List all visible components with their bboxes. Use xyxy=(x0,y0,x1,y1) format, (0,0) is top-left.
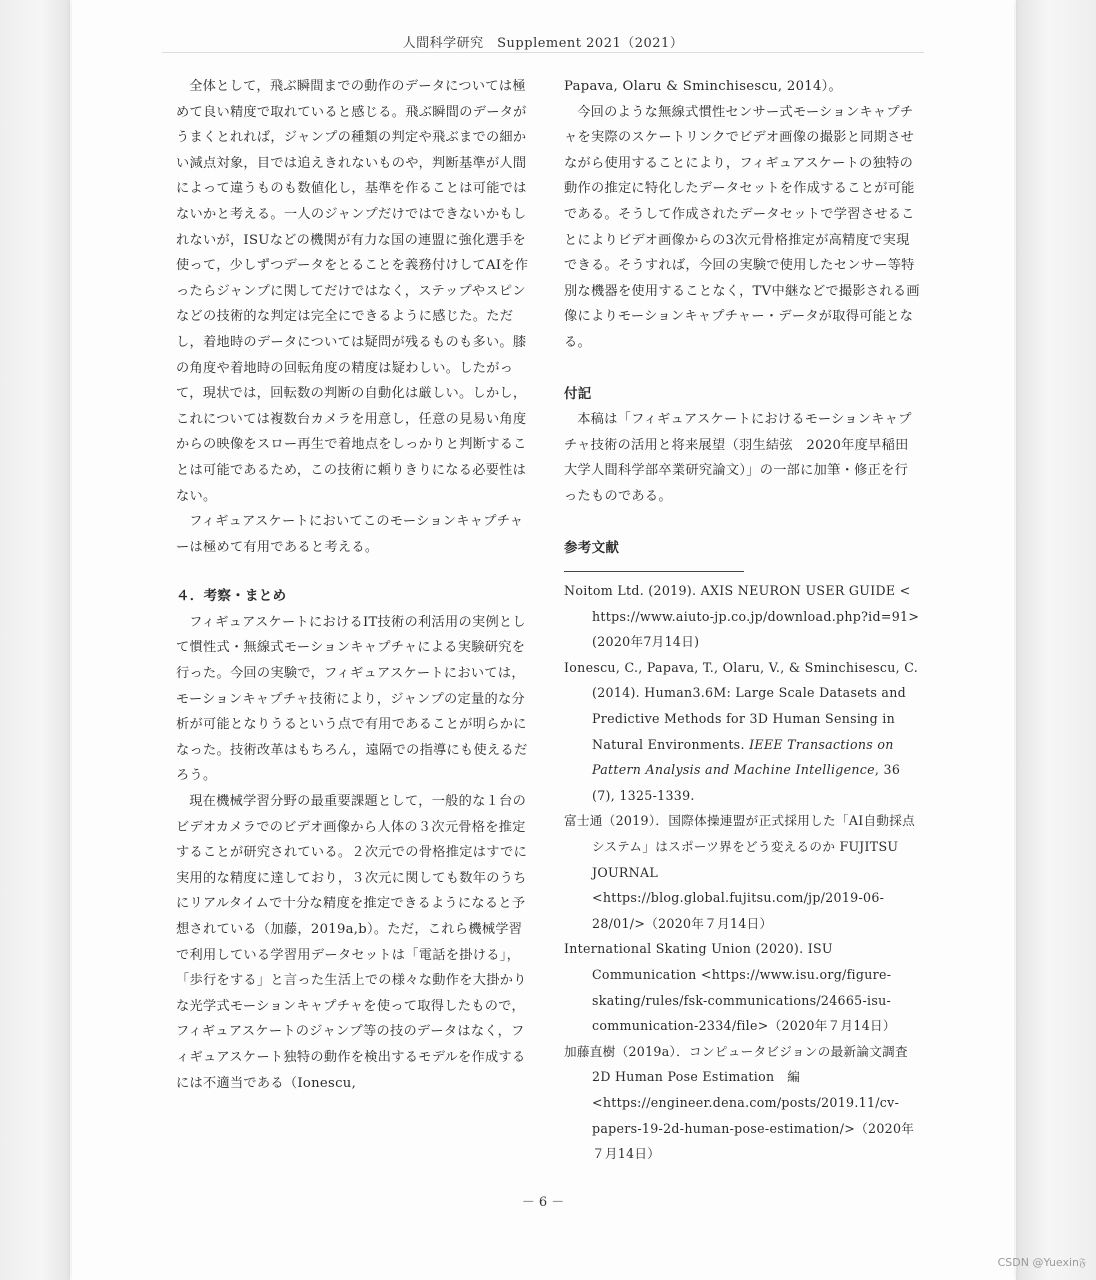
references-rule xyxy=(564,571,744,572)
references-heading: 参考文献 xyxy=(564,539,620,556)
paragraph: 全体として，飛ぶ瞬間までの動作のデータについては極めて良い精度で取れていると感じる。飛ぶ瞬間のデータがうまくとれれば，ジャンプの種類の判定や飛ぶまでの細かい減点対象，目では追えきれないものや，判断基準が人間によって違うものも数値化し，基準を作ることは可能ではないかと考える。一人のジャンプだけではできないかもしれないが，ISUなどの機関が有力な国の連盟に強化選手を使って，少しずつデータをとることを義務付けしてAIを作ったらジャンプに関してだけではなく，ステップやスピンなどの技術的な判定は完全にできるように感じた。ただし，着地時のデータについては疑問が残るものも多い。膝の角度や着地時の回転角度の精度は疑わしい。したがって，現状では，回転数の判断の自動化は厳しい。しかし，これについては複数台カメラを用意し，任意の見易い角度からの映像をスロー再生で着地点をしっかりと判断することは可能であるため，この技術に頼りきりになる必要性はない。 xyxy=(176,79,529,504)
appendix-heading: 付記 xyxy=(564,385,592,402)
paragraph-continuation: Papava, Olaru & Sminchisescu, 2014）。 xyxy=(564,79,843,94)
document-page xyxy=(72,0,1014,1280)
header-rule xyxy=(162,52,924,53)
references-list xyxy=(564,578,920,1167)
section-heading: ４．考察・まとめ xyxy=(176,588,287,605)
page-number: － 6 － xyxy=(521,1195,565,1210)
paragraph: フィギュアスケートにおけるIT技術の利活用の実例として慣性式・無線式モーションキャプチャによる実験研究を行った。今回の実験で，フィギュアスケートにおいては，モーションキャプチャ技術により，ジャンプの定量的な分析が可能となりうるという点で有用であることが明らかになった。技術改革はもちろん，遠隔での指導にも使えるだろう。 xyxy=(176,614,528,784)
running-header: 人間科学研究 Supplement 2021（2021） xyxy=(402,36,684,51)
reference-item: 富士通（2019）．国際体操連盟が正式採用した「AI自動採点システム」はスポーツ界をどう変えるのか FUJITSU JOURNAL <https://blog.global.fujitsu.com/jp/2019-06-28/01/>（2020年７月14日） xyxy=(564,813,916,931)
reference-item: Noitom Ltd. (2019). AXIS NEURON USER GUIDE < https://www.aiuto-jp.co.jp/download.php?id=91> (2020年7月14日) xyxy=(564,583,920,650)
viewer-margin-left xyxy=(0,0,70,1280)
watermark-text: CSDN @Yuexin𝔉 xyxy=(997,1256,1086,1269)
reference-item: International Skating Union (2020). ISU Communication <https://www.isu.org/figure-skating/rules/fsk-communications/24665-isu-communication-2334/file>（2020年７月14日） xyxy=(564,941,896,1034)
reference-item: Ionescu, C., Papava, T., Olaru, V., & Sminchisescu, C. (2014). Human3.6M: Large Scale Datasets and Predictive Methods for 3D Human Sensing in Natural Environments. IEEE Transactions on Pattern Analysis and Machine Intelligence, 36 (7), 1325-1339. xyxy=(564,659,919,803)
paragraph: フィギュアスケートにおいてこのモーションキャプチャーは極めて有用であると考える。 xyxy=(176,514,524,555)
viewer-margin-right xyxy=(1016,0,1096,1280)
paragraph: 今回のような無線式慣性センサー式モーションキャプチャを実際のスケートリンクでビデオ画像の撮影と同期させながら使用することにより，フィギュアスケートの独特の動作の推定に特化したデータセットを作成することが可能である。そうして作成されたデータセットで学習させることによりビデオ画像からの3次元骨格推定が高精度で実現できる。そうすれば，今回の実験で使用したセンサー等特別な機器を使用することなく，TV中継などで撮影される画像によりモーションキャプチャー・データが取得可能となる。 xyxy=(564,104,920,350)
reference-item: 加藤直樹（2019a）．コンピュータビジョンの最新論文調査 2D Human Pose Estimation 編 <https://engineer.dena.com/posts/2019.11/cv-papers-19-2d-human-pose-estimation/>（2020年７月14日） xyxy=(564,1043,915,1162)
paragraph: 現在機械学習分野の最重要課題として，一般的な１台のビデオカメラでのビデオ画像から人体の３次元骨格を推定することが研究されている。２次元での骨格推定はすでに実用的な精度に達しており，３次元に関しても数年のうちにリアルタイムで十分な精度を推定できるようになると予想されている（加藤，2019a,b）。ただ，これら機械学習で利用している学習用データセットは「電話を掛ける」，「歩行をする」と言った生活上での様々な動作を大掛かりな光学式モーションキャプチャを使って取得したもので，フィギュアスケートのジャンプ等の技のデータはなく，フィギュアスケート独特の動作を検出するモデルを作成するには不適当である（Ionescu, xyxy=(176,794,528,1091)
left-column xyxy=(176,74,534,1096)
right-column xyxy=(564,74,920,1167)
appendix-text: 本稿は「フィギュアスケートにおけるモーションキャプチャ技術の活用と将来展望（羽生結弦 2020年度早稲田大学人間科学部卒業研究論文）」の一部に加筆・修正を行ったものである。 xyxy=(564,412,912,504)
